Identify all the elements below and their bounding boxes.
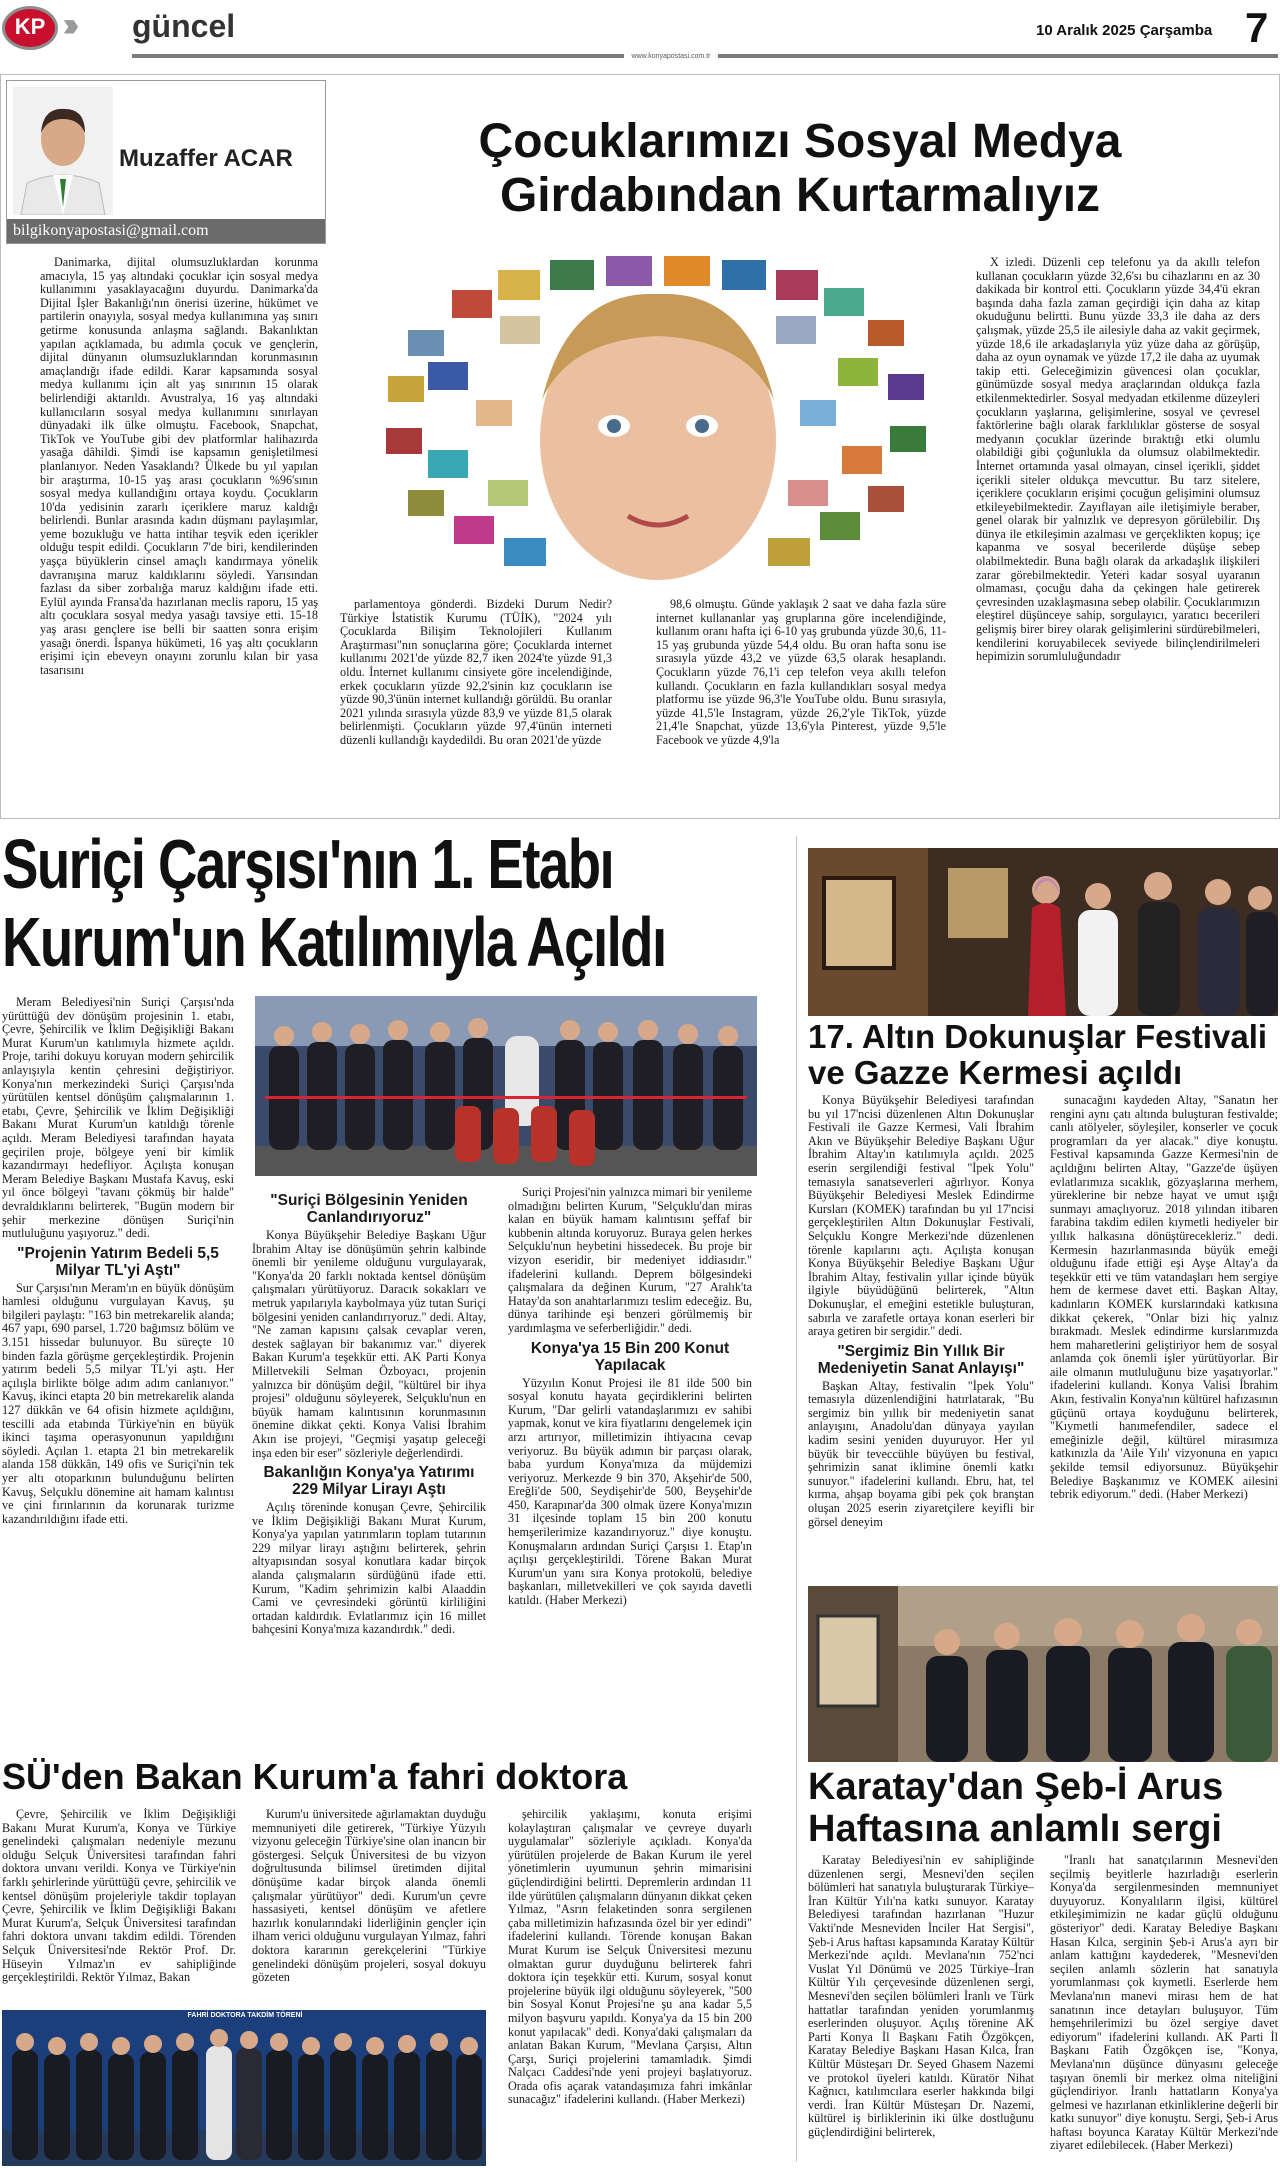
karatay-col2: "İranlı hat sanatçılarının Mesnevi'den seçilmiş beyitlerle hazırladığı eserlerin Konya'da sergilenmesinden memnuniyet duyuyoruz. Konyalıların ilgisi, kültürel etkileşimimizin ne kadar güçlü olduğunu gösteriyor" dedi. Karatay Belediye Başkanı Hasan Kılca, serginin Şeb-i Arus'a ayrı bir anlam kattığını kaydederek, "Mesnevi'den seçilen anlamlı sözlerin hat sanatıyla yorumlanması çok kıymetli. Eserlerde hem Mevlana'nın manevi mirası hem de hat sanatının ince detayları buluşuyor. Tüm hemşehrilerimizi bu özel sergiye davet ediyorum" ifadelerini kullandı. AK Parti İl Başkanı Fatih Özgökçen ise, "Konya, Mevlana'nın düşünce dünyasını geleceğe taşıyan önemli bir merkez olma niteliğini güçlendiriyor. İranlı hattatların Konya'ya gelmesi ve hazırlanan etkinliklerine değerli bir katkı sunuyor" diye konuştu. Sergi, Şeb-i Arus haftası boyunca Karatay Kültür Merkezi'nde ziyaret edilebilecek. (Haber Merkezi): [1050, 1854, 1278, 2153]
column-text-4: X izledi. Düzenli cep telefonu ya da akıllı telefon kullanan çocukların yüzde 32,6'sı bu cihazlarını en az 30 dakikada bir kontrol etti. Çocukların yüzde 34,4'ü ekran başında daha fazla zaman geçirdiği için daha az kitap okuduğunu belirtti. Bunu yüzde 33,3 ile daha az ders çalışmak, yüzde 25,5 ile ailesiyle daha az vakit geçirmek, yüzde 18,6 ile arkadaşlarıyla yüz yüze daha az görüşüp, daha az oyun oynamak ve yüzde 17,2 ile daha az uyumak takip etti. Geleceğimizin güvencesi olan çocuklar, günümüzde sosyal medya araçlarından oldukça fazla etkilenmektedirler. Sosyal medyadan etkilenme düzeyleri çocukların yaşlarına, gelişimlerine, sosyal ve çevresel faktörlerine bağlı olarak farklılıklar gösterse de sosyal medyanın çocuklar üzerinde bıraktığı etki olumlu olabildiği gibi çoğunlukla da olumsuz olabilmektedir. İnternet ortamında yasal olmayan, cinsel içerikli, şiddet içerikli siteler oldukça mevcuttur. Bu tarz sitelere, içeriklere çocukların erişimi çocuğun gelişimini olumsuz etkileyebilmektedir. Zayıflayan aile iletişimiyle beraber, genel olarak bir yalnızlık ve depresyon görülebilir. Dış dünya ile etkileşimin azalması ve gerçeklikten kopuş; içe kapanma ve sosyal becerilerde düşüşe sebep olabilmektedir. Buna bağlı olarak da arkadaşlık ilişkileri zarar görebilmektedir. Yeteri kadar sosyal uyaranın olmaması, çocuğu daha da çekingen hale getirerek çevresinden uzaklaşmasına sebep olabilir. Çocuklarımızın eleştirel düşünceye sahip, sorgulayıcı, yaratıcı becerileri gelişmiş birer birey olarak gelişimlerini sürdürebilmeleri, kendilerini koruyabilecek seviyede bilinçlendirilmeleri hepimizin sorumluluğundadır: [976, 256, 1260, 664]
issue-date: 10 Aralık 2025 Çarşamba: [1036, 22, 1213, 39]
festival-title-line1: 17. Altın Dokunuşlar Festivali: [808, 1018, 1268, 1055]
column-text-3: 98,6 olmuştu. Günde yaklaşık 2 saat ve daha fazla süre internet kullananlar yaş gruplarına göre incelendiğinde, kullanım oranı hafta içi 6-10 yaş grubunda yüzde 30,6, 11-15 yaş grubunda yüzde 54,4 oldu. Bu oran hafta sonu ise sırasıyla yüzde 43,2 ve yüzde 63,5 olarak hesaplandı. Çocukların yüzde 76,1'i cep telefon veya akıllı telefon kullandı. Çocukların en fazla kullandıkları sosyal medya platformu ise yüzde 96,3'le YouTube oldu. Bunu sırasıyla, yüzde 41,5'le Instagram, yüzde 26,2'yle TikTok, yüzde 21,4'le Snapchat, yüzde 13,6'yla Pinterest, yüzde 9,5'le Facebook ve yüzde 4,9'la: [656, 598, 946, 747]
su-col2: Kurum'u üniversitede ağırlamaktan duyduğu memnuniyeti dile getirerek, "Türkiye Yüzyılı vizyonu geleceğin Türkiye'sine olan inancın bir göstergesi. Selçuk Üniversitesi de bu vizyon doğrultusunda bilimsel üretimden dijital dönüşüme kadar birçok alanda önemli çalışmalar yürütüyor" dedi. Kurum'un çevre hassasiyeti, kentsel dönüşüm ve afetlere hazırlık konularındaki liderliğinin gençler için ilham verici olduğunu vurgulayan Yılmaz, fahri doktora kararının gerekçelerini "Türkiye genelindeki dönüşüm projeleri, sosyal dokuyu gözeten: [252, 1808, 486, 1985]
su-col1: Çevre, Şehircilik ve İklim Değişikliği Bakanı Murat Kurum'a, Konya ve Türkiye genelindeki çalışmaları nedeniyle mezunu olduğu Selçuk Üniversitesi tarafından fahri doktora unvanı verildi. Konya ve Türkiye'nin farklı şehirlerinde yürüttüğü çevre, şehircilik ve kentsel dönüşüm projeleriyle takdir toplayan Çevre, Şehircilik ve İklim Değişikliği Bakanı Murat Kurum'a, Selçuk Üniversitesi tarafından fahri doktora unvanı takdim edildi. Törenden Selçuk Üniversitesi'nde Rektör Prof. Dr. Hüseyin Yılmaz'ın ev sahipliğinde gerçekleştirildi. Rektör Yılmaz, Bakan: [2, 1808, 236, 1985]
column-title-line2: Girdabından Kurtarmalıyız: [499, 169, 1101, 222]
child-mosaic-image: [368, 250, 948, 582]
festival-col2: sunacağını kaydeden Altay, "Sanatın her rengini aynı çatı altında buluşturan festivalde; canlı atölyeler, söyleşiler, konserler ve çocuk programları da yer alacak." diye konuştu. Festival kapsamında Gazze Kermesi'nin de açıldığını belirten Altay, "Gazze'de üşüyen evlatlarımıza sıcaklık, gözyaşlarına merhem, yüreklerine bir nebze hayat ve umut ışığı sunmayı amaçlıyoruz. 2018 yılından itibaren farabina takdim edilen kıymetli hediyeler bir yıllık halkasına dönüştürecekleriz." dedi. Kermesin hazırlanmasında büyük emeği olduğunu ifade ettiği eşi Ayşe Altay'a da teşekkür etti ve tüm vatandaşları hem sergiye hem de kermese davet etti. Başkan Altay, kadınların KOMEK kurslarındaki katkısına dikkat çekerek, "Onlar bizi hiç yalnız bırakmadı. Meslek edindirme kurslarımızda hem maharetlerini geliştiriyor hem de sosyal anlamda çok önemli işler yürütüyorlar. Bir aile olmanın mutluluğunu bize yaşatıyorlar." ifadelerini kullandı. Konya Valisi İbrahim Akın, festivalin Konya'nın kültürel hafızasının güçünü ortaya koyduğunu belirterek, "Kıymetli hanımefendiler, sadece el emeğinizle değil, kültürel mirasımıza katkınızla da 'Aile Yılı' vizyonuna en yapıcı şekilde temsil ediyorsunuz. Büyükşehir Belediye Başkanımız ve KOMEK ailesini tebrik ediyorum." dedi. (Haber Merkezi): [1050, 1094, 1278, 1502]
column-text-2: parlamentoya gönderdi. Bizdeki Durum Nedir? Türkiye İstatistik Kurumu (TÜİK), "2024 yılı Çocuklarda Bilişim Teknolojileri Kullanım Araştırması"nın sonuçlarına göre; Çocuklarda internet kullanımı 2021'de yüzde 82,7 iken 2024'te yüzde 91,3 oldu. İnternet kullanımı cinsiyete göre incelendiğinde, erkek çocukların yüzde 92,2'sinin kız çocukların ise yüzde 90,3'ünün internet kullandığı görüldü. Bu oranlar 2021 yılında sırasıyla yüzde 83,9 ve yüzde 81,5 olarak belirlenmişti. Çocukların yüzde 97,4'ünün interneti düzenli kullandığı kaydedildi. Bu oran 2021'de yüzde: [340, 598, 612, 747]
photo-banner-text: FAHRİ DOKTORA TAKDİM TÖRENİ: [187, 2012, 303, 2019]
column-title-line1: Çocuklarımızı Sosyal Medya: [478, 115, 1122, 168]
karatay-title-line1: Karatay'dan Şeb-İ Arus: [808, 1766, 1224, 1808]
karatay-title-line2: Haftasına anlamlı sergi: [808, 1808, 1222, 1850]
website[interactable]: www.konyapostasi.com.tr: [624, 53, 718, 61]
suricii-col1: Meram Belediyesi'nin Suriçi Çarşısı'nda yürüttüğü dev dönüşüm projesinin 1. etabı, Çevre, Şehircilik ve İklim Değişikliği Bakanı Murat Kurum'un katılımıyla hizmete açıldı. Proje, tarihi dokuyu koruyan modern şehircilik anlayışıyla kentin çehresini değiştiriyor. Konya'nın merkezindeki Suriçi Çarşısı'nda yürütülen kentsel dönüşüm çalışmalarının 1. etabı, Çevre, Şehircilik ve İklim Değişikliği Bakanı Murat Kurum'un katıldığı törenle açıldı. Meram Belediyesi tarafından hayata geçirilen proje, bölgeye yeni bir kimlik kazandırmayı hedefliyor. Açılışta konuşan Meram Belediye Başkanı Mustafa Kavuş, eski yıl önce bölgeyi "tavanı çökmüş bir halde" devraldıklarını belirterek, "Bugün modern bir şehir merkezine dönüşen Suriçi'nin mutluluğunu yaşıyoruz." dedi. "Projenin Yatırım Bedeli 5,5 Milyar TL'yi Aştı" Sur Çarşısı'nın Meram'ın en büyük dönüşüm hamlesi olduğunu vurgulayan Kavuş, şu bilgileri paylaştı: "163 bin metrekarelik alanda; 467 yapı, 690 parsel, 1.720 bağımsız bölüm ve 3.151 hissedar bulunuyor. Bu süreçte 10 binden fazla görüşme gerçekleştirdik. Projenin yatırım bedeli 5,5 milyar TL'yi aştı. Her açılışla birlikte bölge adım adım canlanıyor." Kavuş, ikinci etapta 20 bin metrekarelik alanda 127 dükkân ve 64 ofisin hizmete açıldığını, tescilli ada etabında Türkiye'nin en büyük ikinci taşıma operasyonunun yapıldığını söyledi. Açılan 1. etapta 21 bin metrekarelik alanda 158 dükkân, 149 ofis ve Suriçi'nin tek yer altı otoparkının bulunduğunu belirten Kavuş, Selçuklu dönemine ait hamam kalıntısı ve çini fırınlarının da korunarak turizme kazandırıldığını ifade etti.: [2, 996, 234, 1526]
honorary-doctorate-photo: [2, 2010, 486, 2166]
author-photo: [13, 87, 113, 215]
masthead: [0, 0, 1280, 62]
festival-photo: [808, 848, 1278, 1016]
su-col3: şehircilik yaklaşımı, konuta erişimi kolaylaştıran çalışmalar ve çevreye duyarlı uygulamalar" sözleriyle açıkladı. Konya'da yürütülen projelerde de Bakan Kurum ile yerel yönetimlerin uyumunun şehrin mimarisini güçlendirdiğini belirtti. Depremlerin ardından 11 ilde yürütülen çalışmaların dünyanın dikkat çeken Yılmaz, "Asrın felaketinden sonra sergilenen çaba milletimizin hafızasında özel bir yer edindi" ifadelerini kullandı. Törende konuşan Bakan Murat Kurum ise Selçuk Üniversitesi mezunu olmaktan gurur duyduğunu belirterek fahri doktora için teşekkür etti. Kurum, sosyal konut projelerine büyük ilgi olduğunu söyleyerek, "500 bin Sosyal Konut Projesi'ne şu ana kadar 5,5 milyon başvuru yapıldı. Konya'ya da 15 bin 200 konut yapılacak" dedi. Konya'daki çalışmaları da anlatan Bakan Kurum, "Mevlana Çarşısı, Altın Çarşı, Suriçi projelerini tamamladık. Şimdi Nalçacı Caddesi'nde yeni projeyi başlatıyoruz. Orada ofis açarak vatandaşımıza fahri imkânlar sunacağız" ifadelerini kullandı. (Haber Merkezi): [508, 1808, 752, 2107]
karatay-photo: [808, 1586, 1278, 1762]
suricii-title-line2: Kurum'un Katılımıyla Açıldı: [2, 903, 666, 981]
column-text-1: Danimarka, dijital olumsuzluklardan korunma amacıyla, 15 yaş altındaki çocuklar için sosyal medya kullanımını yasaklayacağını duyurdu. Danimarka'da Dijital İşler Bakanlığı'nın önerisi üzerine, hükümet ve partilerin onayıyla, sosyal medya kullanımına yaş sınırı getirme konusunda anlaşma sağlandı. Bakanlıktan yapılan açıklamada, bu adımla çocuk ve gençlerin, dijital dünyanın olumsuzluklarından korunmasının amaçlandığı ifade edildi. Karar kapsamında sosyal medya kullanımı için alt yaş sınırının 15 olarak belirlendiği aktarıldı. Avustralya, 16 yaş altındaki kullanıcıların sosyal medya kullanımını sınırlayan dünyadaki ilk ülke olmuştu. Facebook, Snapchat, TikTok ve YouTube gibi dev platformlar halihazırda yasağa dâhildi. Şimdi ise kapsamın genişletilmesi planlanıyor. Neden Yasaklandı? Ülkede bu yıl yapılan bir araştırma, 10-15 yaş arası çocukların %96'sının sosyal medya kullandığını ortaya koydu. Çocukların 10'da yedisinin zararlı içeriklere maruz kaldığı belirlendi. Bunlar arasında kadın düşmanı paylaşımlar, yeme bozukluğu ve hatta intihar teşvik eden içerikler olduğu tespit edildi. Çocukların 7'de biri, kendilerinden yaşça büyüklerin cinsel amaçlı kandırmaya yönelik davranışına maruz kaldıklarını söyledi. Yarısından fazlası da siber zorbalığa maruz kaldığını ifade etti. Eylül ayında Fransa'da hazırlanan meclis raporu, 15 yaş altı çocuklara sosyal medya yasağı tavsiye etti. 15-18 yaş arası gençlere ise belli bir saatten sonra erişim yasağı önerdi. İspanya hükümeti, 16 yaş altı çocukların erişimi için ebeveyn onayını zorunlu kılan bir yasa tasarısını: [40, 256, 318, 677]
festival-col1: Konya Büyükşehir Belediyesi tarafından bu yıl 17'ncisi düzenlenen Altın Dokunuşlar Festivali ile Gazze Kermesi, Vali İbrahim Akın ve Büyükşehir Belediye Başkanı Uğur İbrahim Altay'ın katılımıyla açıldı. 2025 eserin sergilendiği festival "İpek Yolu" temasıyla sanatseverleri ağırlıyor. Konya Büyükşehir Belediyesi Meslek Edindirme Kursları (KOMEK) tarafından bu yıl 17'ncisi gerçekleştirilen Altın Dokunuşlar Festivali, Selçuklu Kongre Merkezi'nde düzenlenen törenle kapılarını açtı. Açılışta konuşan Konya Büyükşehir Belediye Başkanı Uğur İbrahim Altay, festivalin yıllar içinde büyük ilgiyle büyüdüğünü belirterek, "Altın Dokunuşlar, el emeğini estetikle buluşturan, sabırla ve zarafetle ortaya konan eserleri bir araya getiren bir sergidir." dedi. "Sergimiz Bin Yıllık Bir Medeniyetin Sanat Anlayışı" Başkan Altay, festivalin "İpek Yolu" temasıyla düzenlendiğini hatırlatarak, "Bu sergimiz bin yıllık bir medeniyetin sanat anlayışını, Anadolu'dan dünyaya yayılan kadim sesini yeniden duyuruyor. Her yıl büyük bir teveccühle büyüyen bu festival, şehrimizin sanat iklimine önemli katkı sunuyor." ifadelerini kullandı. Ebru, hat, tel kırma, ahşap boyama gibi pek çok branştan oluşan 2025 eserin ziyaretçilere keyifli bir görsel deneyim: [808, 1094, 1034, 1529]
page-number: 7: [1245, 4, 1269, 51]
karatay-col1: Karatay Belediyesi'nin ev sahipliğinde düzenlenen sergi, Mesnevi'den seçilen bölümleri hat sanatıyla buluşturarak Türkiye–İran Kültür Yılı'na katkı sunuyor. Karatay Belediyesi tarafından hazırlanan "Huzur Vakti'nde Mesneviden İnciler Hat Sergisi", Şeb-i Arus haftası kapsamında Karatay Kültür Merkezi'nde açıldı. Mevlana'nın 752'nci Vuslat Yıl Dönümü ve 2025 Türkiye–İran Kültür Yılı çerçevesinde düzenlenen sergi, Mesnevi'den seçilen bölümleri İranlı ve Türk hattatlar tarafından yeniden yorumlanmış eserlerinden oluşuyor. Açılış törenine AK Parti Konya İl Başkanı Fatih Özgökçen, Karatay Belediye Başkanı Hasan Kılca, İran Kültür Müsteşarı Dr. Seyed Ghasem Nazemi ve protokol üyeleri katıldı. Küratör Nihat Kağnıcı, katılımcılara eserler hakkında bilgi verdi. İran Kültür Müsteşarı Dr. Nazemi, kültürel iş birliklerinin iki ülke dostluğunu güçlendirdiğini belirterek,: [808, 1854, 1034, 2139]
ribbon-ceremony-photo: [255, 996, 757, 1176]
author-box: [6, 80, 326, 244]
su-title: SÜ'den Bakan Kurum'a fahri doktora: [2, 1756, 628, 1797]
author-name: Muzaffer ACAR: [119, 145, 293, 172]
section-name: güncel: [132, 8, 236, 44]
vertical-divider: [796, 836, 797, 2162]
logo-text: KP: [14, 14, 46, 39]
author-email[interactable]: bilgikonyapostasi@gmail.com: [7, 219, 325, 243]
suricii-col2: "Suriçi Bölgesinin Yeniden Canlandırıyoruz" Konya Büyükşehir Belediye Başkanı Uğur İbrahim Altay ise dönüşümün şehrin kalbinde önemli bir yenileme olduğunu vurgulayarak, "Konya'da 20 farklı noktada kentsel dönüşüm çalışmaları yürütüyoruz. Daracık sokakları ve metruk yapılarıyla kaybolmaya yüz tutan Suriçi bölgesini yeniden canlandırıyoruz." dedi. Altay, "Ne zaman kapısını çalsak cevaplar veren, destek sağlayan bir bakanımız var." diyerek Bakan Kurum'a teşekkür etti. AK Parti Konya Milletvekili Selman Özboyacı, projenin yalnızca bir dönüşüm değil, "kültürel bir ihya projesi" olduğunu söyleyerek, Selçuklu'nun en büyük hamam kalıntısının korunmasının önemine dikkat çekti. Konya Valisi İbrahim Akın ise projeyi, "Geçmişi yaşatıp geleceği inşa eden bir eser" sözleriyle değerlendirdi. Bakanlığın Konya'ya Yatırımı 229 Milyar Lirayı Aştı Açılış töreninde konuşan Çevre, Şehircilik ve İklim Değişikliği Bakanı Murat Kurum, Konya'ya yapılan yatırımların toplam tutarının 229 milyar lirayı aştığını belirterek, şehrin altyapısından sosyal konutlara kadar birçok alanda çalışmaların sürdüğünü ifade etti. Kurum, "Kadim şehrimizin kalbi Alaaddin Cami ve çevresindeki görüntü kirliliğini ortadan kaldırdık. Evlatlarımız için 16 millet bahçesini Konya'mıza kazandırdık." dedi.: [252, 1192, 486, 1637]
festival-title-line2: ve Gazze Kermesi açıldı: [808, 1054, 1183, 1091]
suricii-title-line1: Suriçi Çarşısı'nın 1. Etabı: [2, 825, 614, 903]
suricii-col3: Suriçi Projesi'nin yalnızca mimari bir yenileme olmadığını belirten Kurum, "Selçuklu'dan miras kalan en büyük hamam kalıntısını şeffaf bir kubbenin altında koruyoruz. Buraya gelen herkes Selçuklu'nun heybetini hissedecek. Bu proje bir vizyon eseridir, bir medeniyet iddiasıdır." ifadelerini kullandı. Deprem bölgesindeki çalışmalara da değinen Kurum, "27 Aralık'ta Hatay'da son anahtarlarımızı teslim edeceğiz. Bu, dünya tarihinde eşi benzeri görülmemiş bir yardımlaşma ve seferberliğidir." dedi. Konya'ya 15 Bin 200 Konut Yapılacak Yüzyılın Konut Projesi ile 81 ilde 500 bin sosyal konutu hayata geçirdiklerini belirten Kurum, "Dar gelirli vatandaşlarımızı ev sahibi yapmak, konut ve kira fiyatlarını dengelemek için arzı artırıyor, milletimizin ihtiyacına cevap veriyoruz. Bu büyük adımın bir parçası olarak, baba yurdum Konya'mıza da müjdemizi veriyoruz. Merkezde 9 bin 370, Akşehir'de 500, Ereğli'de 500, Seydişehir'de 500, Beyşehir'de 450, Karapınar'da 300 olmak üzere Konya'mızın 31 ilçesinde toplam 15 bin 200 konutu hemşerilerimize kazandırıyoruz." diye konuştu. Konuşmaların ardından Suriçi Çarşısı 1. Etap'ın açılışı gerçekleştirildi. Törene Bakan Murat Kurum'un yanı sıra Konya protokolü, belediye başkanları, milletvekilleri ve çok sayıda davetli katıldı. (Haber Merkezi): [508, 1186, 752, 1608]
